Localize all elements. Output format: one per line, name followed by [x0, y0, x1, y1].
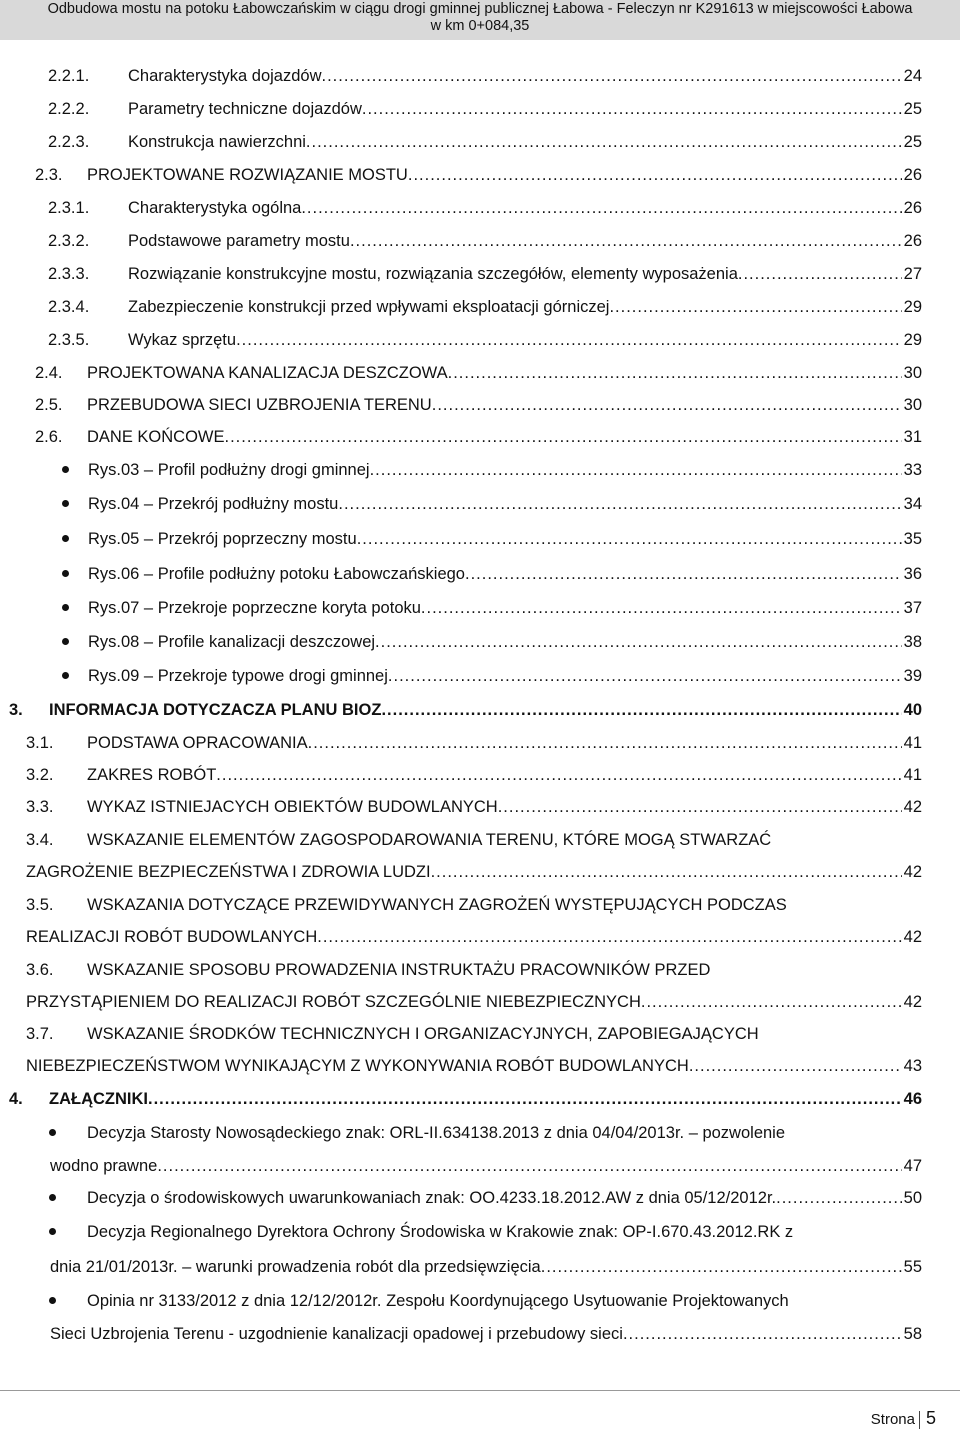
toc-page-number: 42 — [903, 798, 922, 816]
toc-page-number: 50 — [903, 1189, 922, 1207]
dot-leader — [641, 991, 902, 1013]
toc-page-number: 42 — [903, 928, 922, 946]
bullet-icon — [49, 1129, 56, 1136]
dot-leader — [381, 699, 901, 721]
toc-page-number: 42 — [903, 863, 922, 881]
toc-entry[interactable] — [50, 1155, 922, 1177]
toc-page-number: 58 — [903, 1325, 922, 1343]
toc-number: 3.1. — [26, 734, 54, 752]
header-line-2: w km 0+084,35 — [430, 18, 530, 34]
dot-leader — [498, 796, 902, 818]
toc-entry[interactable] — [48, 98, 922, 120]
toc-page-number: 36 — [903, 565, 922, 583]
toc-title: PROJEKTOWANA KANALIZACJA DESZCZOWA — [87, 364, 448, 382]
toc-title: Rys.07 – Przekroje poprzeczne koryta potoku — [88, 599, 421, 617]
toc-entry[interactable] — [26, 732, 922, 754]
dot-leader — [431, 861, 902, 883]
toc-page-number: 42 — [903, 993, 922, 1011]
running-header — [0, 0, 960, 40]
toc-entry[interactable] — [35, 164, 922, 186]
toc-title: PROJEKTOWANE ROZWIĄZANIE MOSTU — [87, 166, 408, 184]
toc-entry[interactable] — [35, 426, 922, 448]
toc-entry[interactable] — [48, 197, 922, 219]
toc-title: NIEBEZPIECZEŃSTWOM WYNIKAJĄCYM Z WYKONYWANIA ROBÓT BUDOWLANYCH — [26, 1057, 689, 1075]
toc-entry[interactable] — [26, 861, 922, 883]
toc-title: Wykaz sprzętu — [128, 331, 237, 349]
toc-title: ZAŁĄCZNIKI — [49, 1090, 148, 1108]
toc-number: 3.7. — [26, 1025, 54, 1043]
toc-title: REALIZACJI ROBÓT BUDOWLANYCH — [26, 928, 318, 946]
toc-title: Rozwiązanie konstrukcyjne mostu, rozwiązania szczegółów, elementy wyposażenia — [128, 265, 738, 283]
toc-page-number: 27 — [903, 265, 922, 283]
toc-number: 3.2. — [26, 766, 54, 784]
toc-page-number: 34 — [903, 495, 922, 513]
toc-page-number: 47 — [903, 1157, 922, 1175]
toc-entry[interactable] — [35, 362, 922, 384]
toc-title: PODSTAWA OPRACOWANIA — [87, 734, 308, 752]
dot-leader — [148, 1088, 902, 1110]
toc-title: Sieci Uzbrojenia Terenu - uzgodnienie kanalizacji opadowej i przebudowy sieci — [50, 1325, 623, 1343]
toc-entry[interactable] — [26, 926, 922, 948]
dot-leader — [301, 197, 901, 219]
toc-number: 2.3.2. — [48, 232, 90, 250]
toc-page-number: 25 — [903, 100, 922, 118]
toc-title-line[interactable]: Opinia nr 3133/2012 z dnia 12/12/2012r. Zespołu Koordynującego Usytuowanie Projektowanych — [87, 1292, 789, 1310]
toc-title: Rys.09 – Przekroje typowe drogi gminnej — [88, 667, 388, 685]
dot-leader — [388, 665, 902, 687]
toc-page-number: 26 — [903, 199, 922, 217]
dot-leader — [421, 597, 902, 619]
toc-entry[interactable] — [9, 1088, 922, 1110]
toc-entry[interactable] — [88, 631, 922, 653]
toc-title: ZAGROŻENIE BEZPIECZEŃSTWA I ZDROWIA LUDZI — [26, 863, 431, 881]
dot-leader — [216, 764, 901, 786]
dot-leader — [357, 528, 902, 550]
toc-number: 2.4. — [35, 364, 63, 382]
toc-title-line[interactable]: WSKAZANIA DOTYCZĄCE PRZEWIDYWANYCH ZAGROŻEŃ WYSTĘPUJĄCYCH PODCZAS — [87, 896, 787, 914]
toc-title: DANE KOŃCOWE — [87, 428, 225, 446]
bullet-icon — [62, 466, 69, 473]
toc-entry[interactable] — [48, 131, 922, 153]
toc-page-number: 24 — [903, 67, 922, 85]
toc-number: 2.2.1. — [48, 67, 90, 85]
toc-entry[interactable] — [9, 699, 922, 721]
page-footer — [871, 1408, 936, 1430]
toc-number: 3. — [9, 701, 23, 719]
toc-page-number: 38 — [903, 633, 922, 651]
toc-title: ZAKRES ROBÓT — [87, 766, 217, 784]
toc-title: Decyzja o środowiskowych uwarunkowaniach znak: OO.4233.18.2012.AW z dnia 05/12/2012r. — [87, 1189, 777, 1207]
toc-title-line[interactable]: WSKAZANIE SPOSOBU PROWADZENIA INSTRUKTAŻU PRACOWNIKÓW PRZED — [87, 961, 711, 979]
toc-number: 3.5. — [26, 896, 54, 914]
toc-title: Rys.05 – Przekrój poprzeczny mostu — [88, 530, 357, 548]
toc-number: 2.6. — [35, 428, 63, 446]
dot-leader — [465, 563, 902, 585]
dot-leader — [776, 1187, 902, 1209]
toc-number: 3.3. — [26, 798, 54, 816]
toc-page-number: 30 — [903, 396, 922, 414]
toc-title: PRZYSTĄPIENIEM DO REALIZACJI ROBÓT SZCZEGÓLNIE NIEBEZPIECZNYCH — [26, 993, 641, 1011]
toc-title-line[interactable]: WSKAZANIE ELEMENTÓW ZAGOSPODAROWANIA TERENU, KTÓRE MOGĄ STWARZAĆ — [87, 831, 772, 849]
page-label: Strona — [870, 1411, 915, 1428]
dot-leader — [375, 631, 902, 653]
toc-title: Podstawowe parametry mostu — [128, 232, 350, 250]
toc-entry[interactable] — [35, 394, 922, 416]
toc-number: 2.3.5. — [48, 331, 90, 349]
bullet-icon — [62, 500, 69, 507]
toc-title: Rys.04 – Przekrój podłużny mostu — [88, 495, 339, 513]
dot-leader — [317, 926, 901, 948]
toc-title: Konstrukcja nawierzchni — [128, 133, 306, 151]
toc-title-line[interactable]: Decyzja Regionalnego Dyrektora Ochrony Środowiska w Krakowie znak: OP-I.670.43.2012.RK z — [87, 1223, 794, 1241]
toc-page-number: 26 — [903, 232, 922, 250]
toc-title: Parametry techniczne dojazdów — [128, 100, 362, 118]
toc-title-line[interactable]: Decyzja Starosty Nowosądeckiego znak: ORL-II.634138.2013 z dnia 04/04/2013r. – pozwolenie — [87, 1124, 786, 1142]
toc-number: 2.3.4. — [48, 298, 90, 316]
toc-page-number: 26 — [903, 166, 922, 184]
toc-page-number: 30 — [903, 364, 922, 382]
toc-entry[interactable] — [26, 796, 922, 818]
toc-title: Rys.08 – Profile kanalizacji deszczowej — [88, 633, 376, 651]
toc-page-number: 39 — [903, 667, 922, 685]
toc-page-number: 25 — [903, 133, 922, 151]
toc-number: 2.2.3. — [48, 133, 90, 151]
dot-leader — [408, 164, 902, 186]
bullet-icon — [49, 1228, 56, 1235]
toc-entry[interactable] — [88, 459, 922, 481]
toc-entry[interactable] — [26, 1055, 922, 1077]
bullet-icon — [62, 638, 69, 645]
toc-page-number: 40 — [903, 701, 922, 719]
toc-page-number: 29 — [903, 298, 922, 316]
toc-number: 3.6. — [26, 961, 54, 979]
dot-leader — [225, 426, 902, 448]
toc-title-line[interactable]: WSKAZANIE ŚRODKÓW TECHNICZNYCH I ORGANIZACYJNYCH, ZAPOBIEGAJĄCYCH — [87, 1025, 759, 1043]
toc-title: Charakterystyka ogólna — [128, 199, 302, 217]
toc-title: Rys.03 – Profil podłużny drogi gminnej — [88, 461, 370, 479]
toc-title: PRZEBUDOWA SIECI UZBROJENIA TERENU — [87, 396, 432, 414]
toc-entry[interactable] — [50, 1323, 922, 1345]
dot-leader — [541, 1256, 902, 1278]
bullet-icon — [62, 570, 69, 577]
toc-entry[interactable] — [87, 1187, 922, 1209]
toc-number: 3.4. — [26, 831, 54, 849]
toc-page-number: 33 — [903, 461, 922, 479]
bullet-icon — [62, 604, 69, 611]
toc-page-number: 41 — [903, 734, 922, 752]
toc-page-number: 37 — [903, 599, 922, 617]
dot-leader — [306, 131, 902, 153]
dot-leader — [308, 732, 902, 754]
toc-page-number: 29 — [903, 331, 922, 349]
toc-title: Rys.06 – Profile podłużny potoku Łabowczańskiego — [88, 565, 465, 583]
toc-title: INFORMACJA DOTYCZACZA PLANU BIOZ — [49, 701, 382, 719]
dot-leader — [350, 230, 902, 252]
toc-page-number: 41 — [903, 766, 922, 784]
toc-number: 2.3.1. — [48, 199, 90, 217]
bullet-icon — [49, 1297, 56, 1304]
dot-leader — [689, 1055, 902, 1077]
toc-entry[interactable] — [48, 65, 922, 87]
toc-entry[interactable] — [88, 665, 922, 687]
toc-title: Zabezpieczenie konstrukcji przed wpływami eksploatacji górniczej — [128, 298, 610, 316]
dot-leader — [322, 65, 902, 87]
footer-separator — [919, 1411, 920, 1429]
toc-title: Charakterystyka dojazdów — [128, 67, 322, 85]
bullet-icon — [49, 1194, 56, 1201]
page-number: 5 — [925, 1408, 936, 1428]
toc-entry[interactable] — [48, 263, 922, 285]
toc-page-number: 31 — [903, 428, 922, 446]
dot-leader — [338, 493, 901, 515]
header-line-1: Odbudowa mostu na potoku Łabowczańskim w ciągu drogi gminnej publicznej Łabowa - Feleczyn nr K291613 w miejscowości Łabowa — [47, 1, 913, 17]
toc-title: dnia 21/01/2013r. – warunki prowadzenia robót dla przedsięwzięcia — [50, 1258, 541, 1276]
toc-entry[interactable] — [88, 597, 922, 619]
toc-page-number: 55 — [903, 1258, 922, 1276]
bullet-icon — [62, 672, 69, 679]
toc-number: 2.2.2. — [48, 100, 90, 118]
toc-entry[interactable] — [26, 991, 922, 1013]
toc-number: 2.3.3. — [48, 265, 90, 283]
toc-page-number: 43 — [903, 1057, 922, 1075]
dot-leader — [448, 362, 902, 384]
dot-leader — [157, 1155, 901, 1177]
dot-leader — [432, 394, 902, 416]
toc-title: WYKAZ ISTNIEJACYCH OBIEKTÓW BUDOWLANYCH — [87, 798, 498, 816]
toc-page-number: 46 — [903, 1090, 922, 1108]
toc-entry[interactable] — [26, 764, 922, 786]
footer-divider — [0, 1390, 960, 1391]
toc-number: 2.5. — [35, 396, 63, 414]
toc-entry[interactable] — [88, 528, 922, 550]
bullet-icon — [62, 535, 69, 542]
dot-leader — [623, 1323, 902, 1345]
toc-page-number: 35 — [903, 530, 922, 548]
toc-number: 2.3. — [35, 166, 63, 184]
dot-leader — [236, 329, 902, 351]
dot-leader — [370, 459, 902, 481]
dot-leader — [738, 263, 902, 285]
toc-title: wodno prawne — [50, 1157, 158, 1175]
toc-number: 4. — [9, 1090, 23, 1108]
toc-entry[interactable] — [48, 296, 922, 318]
dot-leader — [609, 296, 901, 318]
dot-leader — [362, 98, 902, 120]
toc-entry[interactable] — [88, 493, 922, 515]
toc-entry[interactable] — [50, 1256, 922, 1278]
toc-entry[interactable] — [88, 563, 922, 585]
toc-entry[interactable] — [48, 329, 922, 351]
toc-entry[interactable] — [48, 230, 922, 252]
